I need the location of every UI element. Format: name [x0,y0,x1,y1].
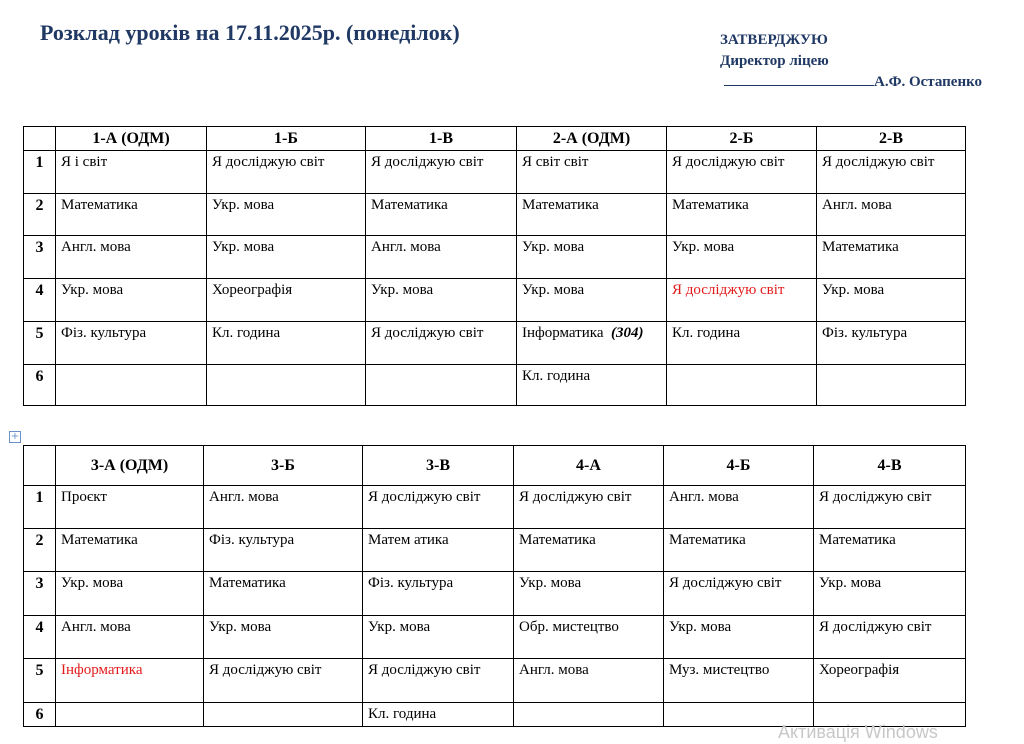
lesson-cell: Укр. мова [517,279,667,322]
lesson-cell: Англ. мова [204,486,363,529]
lesson-cell [56,365,207,406]
lesson-cell: Я і світ [56,151,207,194]
table-row [24,322,966,365]
class-header: 2-А (ОДМ) [517,127,667,151]
table-row [24,151,966,194]
lesson-cell: Укр. мова [664,616,814,659]
lesson-cell: Фіз. культура [363,572,514,616]
class-header: 4-В [814,446,966,486]
table-header-row [24,446,966,486]
table-move-handle-icon[interactable]: + [10,431,20,442]
lesson-cell: Укр. мова [517,236,667,279]
lesson-cell-highlighted: Інформатика [56,659,204,703]
lesson-number: 1 [24,486,56,529]
director-signature [724,72,982,93]
lesson-cell [514,703,664,727]
lesson-cell [817,365,966,406]
lesson-cell: Укр. мова [56,279,207,322]
lesson-cell: Укр. мова [204,616,363,659]
class-header: 3-Б [204,446,363,486]
table-row [24,659,966,703]
lesson-cell: Я досліджую світ [204,659,363,703]
lesson-cell: Кл. година [667,322,817,365]
lesson-cell: Я досліджую світ [366,151,517,194]
class-header: 3-В [363,446,514,486]
lesson-cell: Я досліджую світ [814,486,966,529]
director-name: А.Ф. Остапенко [874,74,983,90]
lesson-cell: Кл. година [517,365,667,406]
lesson-number: 4 [24,279,56,322]
lesson-cell: Укр. мова [207,194,366,236]
lesson-number-header [24,127,56,151]
lesson-cell: Математика [56,529,204,572]
lesson-cell: Я досліджую світ [207,151,366,194]
schedule-table-grades-1-2 [23,126,966,406]
lesson-cell: Укр. мова [363,616,514,659]
lesson-cell: Хореографія [814,659,966,703]
class-header: 3-А (ОДМ) [56,446,204,486]
table-row [24,572,966,616]
lesson-number: 6 [24,703,56,727]
lesson-cell: Математика [517,194,667,236]
table-row [24,279,966,322]
lesson-cell: Укр. мова [514,572,664,616]
approve-label: ЗАТВЕРДЖУЮ [720,32,828,48]
lesson-cell [204,703,363,727]
lesson-number: 5 [24,659,56,703]
lesson-cell: Математика [366,194,517,236]
lesson-cell: Матем атика [363,529,514,572]
lesson-cell: Математика [514,529,664,572]
lesson-cell: Англ. мова [56,236,207,279]
lesson-cell: Англ. мова [514,659,664,703]
table-row [24,486,966,529]
lesson-cell: Укр. мова [814,572,966,616]
lesson-cell: Я досліджую світ [667,151,817,194]
lesson-cell: Математика [814,529,966,572]
subject-name: Інформатика [522,325,604,341]
lesson-number: 6 [24,365,56,406]
lesson-cell: Англ. мова [817,194,966,236]
lesson-cell: Я досліджую світ [363,659,514,703]
page-title: Розклад уроків на 17.11.2025р. (понеділок) [40,20,460,45]
lesson-cell: Математика [667,194,817,236]
lesson-number: 2 [24,194,56,236]
lesson-cell: Англ. мова [366,236,517,279]
lesson-cell: Я досліджую світ [366,322,517,365]
lesson-cell: Математика [664,529,814,572]
lesson-cell: Математика [204,572,363,616]
lesson-cell: Математика [56,194,207,236]
table-row [24,365,966,406]
table-row [24,194,966,236]
lesson-cell [366,365,517,406]
class-header: 1-А (ОДМ) [56,127,207,151]
lesson-cell: Я досліджую світ [664,572,814,616]
lesson-cell: Я досліджую світ [514,486,664,529]
lesson-cell [56,703,204,727]
lesson-cell: Укр. мова [207,236,366,279]
lesson-cell: Хореографія [207,279,366,322]
schedule-table-grades-3-4 [23,445,966,727]
lesson-number: 3 [24,236,56,279]
lesson-cell: Укр. мова [366,279,517,322]
room-number: (304) [610,325,644,341]
lesson-number: 2 [24,529,56,572]
lesson-cell: Я досліджую світ [814,616,966,659]
table-row [24,529,966,572]
lesson-number: 5 [24,322,56,365]
windows-activation-watermark: Активація Windows [778,722,938,742]
class-header: 4-Б [664,446,814,486]
class-header: 2-Б [667,127,817,151]
lesson-cell [517,322,667,365]
lesson-cell: Я світ світ [517,151,667,194]
lesson-cell: Я досліджую світ [817,151,966,194]
lesson-cell: Фіз. культура [56,322,207,365]
signature-line [724,73,874,86]
lesson-number: 4 [24,616,56,659]
lesson-cell [207,365,366,406]
lesson-cell: Кл. година [363,703,514,727]
lesson-cell: Математика [817,236,966,279]
lesson-cell: Муз. мистецтво [664,659,814,703]
lesson-cell: Кл. година [207,322,366,365]
lesson-cell: Я досліджую світ [363,486,514,529]
approval-block [720,30,982,93]
table-row [24,616,966,659]
table-header-row [24,127,966,151]
lesson-number: 3 [24,572,56,616]
lesson-cell-highlighted: Я досліджую світ [667,279,817,322]
lesson-cell [667,365,817,406]
class-header: 4-А [514,446,664,486]
lesson-cell: Укр. мова [667,236,817,279]
lesson-cell: Проєкт [56,486,204,529]
lesson-cell: Укр. мова [56,572,204,616]
lesson-cell: Англ. мова [664,486,814,529]
class-header: 2-В [817,127,966,151]
lesson-cell: Англ. мова [56,616,204,659]
class-header: 1-В [366,127,517,151]
lesson-cell: Фіз. культура [817,322,966,365]
lesson-cell: Обр. мистецтво [514,616,664,659]
class-header: 1-Б [207,127,366,151]
director-label: Директор ліцею [720,53,829,69]
lesson-cell: Фіз. культура [204,529,363,572]
lesson-number: 1 [24,151,56,194]
table-row [24,236,966,279]
lesson-cell: Укр. мова [817,279,966,322]
lesson-number-header [24,446,56,486]
